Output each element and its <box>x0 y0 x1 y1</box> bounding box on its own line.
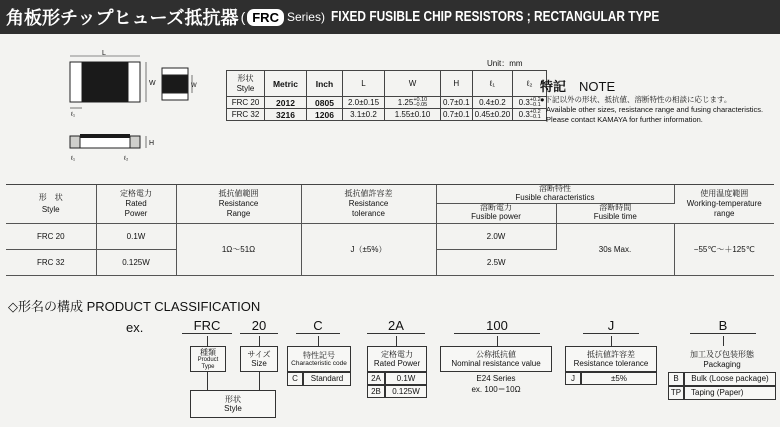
dim-frc32-L: 3.1±0.2 <box>343 109 385 121</box>
chip-side-view <box>70 134 146 148</box>
tolerance-code: J <box>565 372 581 385</box>
pack-code-tp: TP <box>668 386 684 400</box>
title-jp: 角板形チップヒューズ抵抗器 <box>6 8 239 29</box>
spec-h-temp: 使用温度範囲 Working-temperature range <box>674 185 774 223</box>
dim-frc32-H: 0.7±0.1 <box>441 109 473 121</box>
spec-frc20-style: FRC 20 <box>6 223 96 249</box>
spec-h-fpow: 溶断電力 Fusible power <box>436 203 556 223</box>
pack-val-tp: Taping (Paper) <box>684 386 776 400</box>
code-j: J <box>583 318 639 334</box>
connector-j <box>611 336 612 346</box>
type-jp: 種類 <box>200 347 216 357</box>
chip-top-view <box>70 56 146 108</box>
dim-h-metric: Metric <box>265 71 307 97</box>
pack-val-b: Bulk (Loose package) <box>684 372 776 386</box>
dim-h-l1: ℓ₁ <box>472 71 513 97</box>
dim-row-frc20 <box>227 97 547 109</box>
type-en: Product Type <box>197 356 219 370</box>
size-box <box>240 346 278 372</box>
tolerance-val: ±5% <box>581 372 657 385</box>
tolerance-jp: 抵抗値許容差 <box>587 349 635 359</box>
dim-l2-label: ℓ₂ <box>124 156 129 162</box>
connector-b <box>723 336 724 346</box>
power-val-2a: 0.1W <box>385 372 427 385</box>
header-banner <box>0 0 780 34</box>
style-en: Style <box>224 404 242 413</box>
spec-h-power: 定格電力 Rated Power <box>96 185 176 223</box>
connector-frc <box>207 336 208 346</box>
connector-c <box>318 336 319 346</box>
series-word: Series) <box>286 10 325 24</box>
code-100: 100 <box>454 318 540 334</box>
dim-frc20-L: 2.0±0.15 <box>343 97 385 109</box>
spec-frc32-style: FRC 32 <box>6 249 96 275</box>
dim-frc32-style: FRC 32 <box>227 109 265 121</box>
dim-h-W: W <box>385 71 441 97</box>
code-2a: 2A <box>367 318 425 334</box>
title-en: FIXED FUSIBLE CHIP RESISTORS ; RECTANGULAR TYPE <box>330 9 660 25</box>
size-en: Size <box>251 359 267 368</box>
note-title: 特記 NOTE <box>540 79 616 94</box>
power-box <box>367 346 427 372</box>
connector-20 <box>259 336 260 346</box>
spec-h-fusible: 溶断特性 Fusible characteristics <box>436 185 674 203</box>
dim-h-inch: Inch <box>307 71 343 97</box>
spec-frc32-fpow: 2.5W <box>436 249 556 275</box>
dim-L-label: L <box>102 50 106 57</box>
dim-l1-label-top: ℓ₁ <box>71 112 75 118</box>
packaging-header <box>668 346 776 372</box>
dim-l1-label-side: ℓ₁ <box>71 156 75 162</box>
packaging-jp: 加工及び包装形態 <box>690 350 754 359</box>
char-box <box>287 346 351 372</box>
spec-h-ftime: 溶断時間 Fusible time <box>556 203 674 223</box>
spec-h-style: 形 状 Style <box>6 185 96 223</box>
connector-2a <box>396 336 397 346</box>
note-body <box>540 95 763 125</box>
size-jp: サイズ <box>247 349 271 359</box>
code-20: 20 <box>240 318 278 334</box>
char-en: Characteristic code <box>291 359 347 367</box>
dim-frc20-inch: 0805 <box>307 97 343 109</box>
nominal-box <box>440 346 552 372</box>
spec-table <box>6 185 774 276</box>
power-jp: 定格電力 <box>381 349 413 359</box>
dim-h-H: H <box>441 71 473 97</box>
nominal-en: Nominal resistance value <box>451 359 541 368</box>
dim-frc32-l2: 0.3+0.2 −0.1 <box>513 109 547 121</box>
dim-h-l2: ℓ₂ <box>513 71 547 97</box>
code-c: C <box>296 318 340 334</box>
type-box <box>190 346 226 372</box>
spec-row-frc20 <box>6 223 774 249</box>
note-line-en1: Available other sizes, resistance range and fusing characteristics. <box>546 105 764 114</box>
style-jp: 形状 <box>225 394 241 404</box>
note-line-jp: ●下記以外の形状、抵抗値、溶断特性の相談に応じます。 <box>540 95 732 104</box>
power-code-2b: 2B <box>367 385 385 398</box>
ex-label: ex. <box>126 320 144 335</box>
connector-style-a <box>207 372 208 390</box>
unit-label: Unit：mm <box>487 59 523 68</box>
dim-frc20-W: 1.25+0.10 −0.05 <box>385 97 441 109</box>
dim-h-style: 形状 Style <box>227 71 265 97</box>
dim-h-L: L <box>343 71 385 97</box>
spec-h-tolerance: 抵抗値許容差 Resistance tolerance <box>301 185 436 223</box>
note-line-en2: Please contact KAMAYA for further information. <box>546 115 703 124</box>
power-val-2b: 0.125W <box>385 385 427 398</box>
char-standard-cell: Standard <box>303 372 351 386</box>
dim-W-label: W <box>149 80 156 87</box>
dim-frc32-metric: 3216 <box>265 109 307 121</box>
paren-open: ( <box>240 9 246 25</box>
end-view-W-label: W <box>191 83 197 89</box>
nominal-detail <box>440 373 552 395</box>
char-jp: 特性記号 <box>303 350 335 360</box>
classification-title: ◇形名の構成 PRODUCT CLASSIFICATION <box>8 299 261 314</box>
spec-range: 1Ω～51Ω <box>176 223 301 275</box>
style-box <box>190 390 276 418</box>
code-frc: FRC <box>182 318 232 334</box>
power-en: Rated Power <box>373 359 421 368</box>
nominal-e24: E24 Series <box>476 374 516 383</box>
spec-temp: −55℃～＋125℃ <box>674 223 774 275</box>
nominal-example: ex. 100＝10Ω <box>471 385 521 394</box>
spec-tolerance: J（±5%） <box>301 223 436 275</box>
spec-frc32-power: 0.125W <box>96 249 176 275</box>
spec-frc20-fpow: 2.0W <box>436 223 556 249</box>
spec-header-row-1 <box>6 185 774 203</box>
dim-frc20-H: 0.7±0.1 <box>441 97 473 109</box>
dim-header-row <box>227 71 547 97</box>
packaging-en: Packaging <box>703 360 741 369</box>
connector-style-b <box>259 372 260 390</box>
char-code-cell: C <box>287 372 303 386</box>
dimension-table <box>226 70 547 121</box>
dim-row-frc32 <box>227 109 547 121</box>
dim-H-label: H <box>149 140 155 147</box>
code-b: B <box>690 318 756 334</box>
dim-frc20-metric: 2012 <box>265 97 307 109</box>
tolerance-en: Resistance tolerance <box>573 359 649 368</box>
spec-h-range: 抵抗値範囲 Resistance Range <box>176 185 301 223</box>
dim-frc20-style: FRC 20 <box>227 97 265 109</box>
spec-frc20-power: 0.1W <box>96 223 176 249</box>
power-code-2a: 2A <box>367 372 385 385</box>
nominal-jp: 公称抵抗値 <box>476 349 516 359</box>
pack-code-b: B <box>668 372 684 386</box>
series-badge: FRC <box>247 9 284 26</box>
dim-frc32-W: 1.55±0.10 <box>385 109 441 121</box>
tolerance-box <box>565 346 657 372</box>
dim-frc32-l1: 0.45±0.20 <box>472 109 513 121</box>
chip-end-view <box>160 66 200 106</box>
dim-frc20-l1: 0.4±0.2 <box>472 97 513 109</box>
dim-frc20-l2: 0.3+0.2 −0.1 <box>513 97 547 109</box>
spec-ftime: 30s Max. <box>556 223 674 275</box>
connector-100 <box>497 336 498 346</box>
dim-frc32-inch: 1206 <box>307 109 343 121</box>
